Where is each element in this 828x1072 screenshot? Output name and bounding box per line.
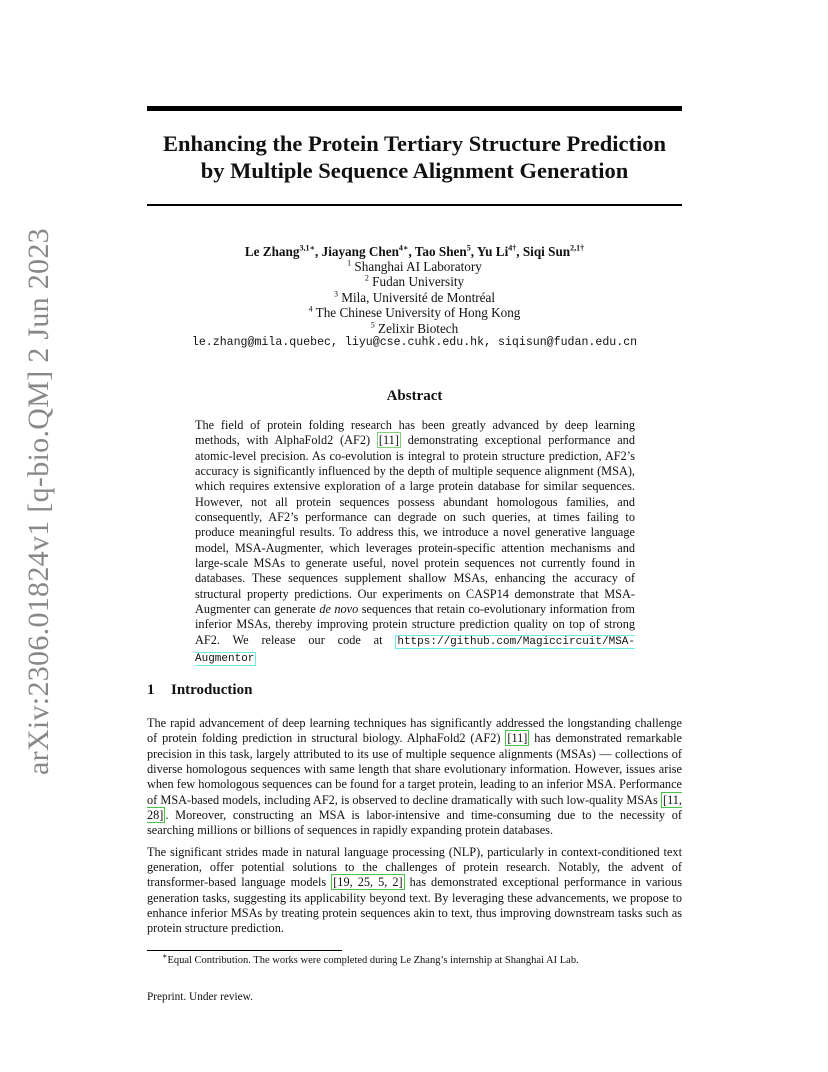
title-rule-bottom xyxy=(147,204,682,206)
affiliation-name: Mila, Université de Montréal xyxy=(341,289,496,305)
affiliation xyxy=(147,321,682,336)
author-name: Siqi Sun xyxy=(522,244,571,259)
section-heading xyxy=(147,682,252,699)
intro-paragraph-2 xyxy=(147,845,682,937)
title-line-1: Enhancing the Protein Tertiary Structure Prediction xyxy=(162,131,667,156)
section-title: Introduction xyxy=(171,682,253,698)
author-list: Le Zhang$^{3,1∗}$, Jiayang Chen$^{4∗}$, Tao Shen$^5$, Yu $Li^{4\dagger}$, Siqi Sun$^{2,1\dagger}$ xyxy=(244,243,585,259)
author-name: Tao Shen xyxy=(414,244,467,259)
author-name: Yu Li xyxy=(476,244,509,259)
affiliation-number: 1 xyxy=(347,258,352,268)
author-affil: 4∗ xyxy=(398,243,409,253)
paragraph-text: has demonstrated exceptional performance in various generation tasks, suggesting its applicability beyond text. By leveraging these advancements, we propose to enhance inferior MSAs by treating protein sequences akin to text, thus improving downstream tasks such as protein structure prediction. xyxy=(147,875,682,936)
abstract-text: demonstrating exceptional performance and atomic-level precision. As co-evolution is integral to protein structure prediction, AF2’s accuracy is significantly influenced by the depth of multiple sequence alignment (MSA), which requires extensive exploration of a large protein database for similar sequences. However, not all protein sequences possess abundant homologous families, and consequently, AF2’s performance can degrade on such queries, at times failing to produce meaningful results. To address this, we introduce a novel generative language model, MSA-Augmenter, which leverages protein-specific attention mechanisms and large-scale MSAs to generate useful, novel protein sequences not currently found in databases. These sequences supplement shallow MSAs, enhancing the accuracy of structural property predictions. Our experiments on CASP14 demonstrate that MSA-Augmenter can generate xyxy=(195,433,635,617)
code-url-link[interactable]: https://github.com/Magiccircuit/MSA-Augmentor xyxy=(195,635,635,666)
author-affil: 5 xyxy=(466,243,471,253)
affiliation-number: 4 xyxy=(308,304,313,314)
paragraph-text: The significant strides made in natural language processing (NLP), particularly in context-conditioned text generation, offer potential solutions to the challenges of protein research. Notably, the advent of transformer-based language models xyxy=(147,844,682,890)
affiliation xyxy=(147,259,682,274)
affiliation xyxy=(147,305,682,320)
preprint-note: Preprint. Under review. xyxy=(147,991,253,1003)
author-affil: 3,1∗ xyxy=(299,243,315,253)
affiliation-number: 2 xyxy=(364,274,369,284)
author-name: Le Zhang xyxy=(244,244,300,259)
intro-paragraph-1 xyxy=(147,716,682,839)
affiliation-name: Fudan University xyxy=(372,274,465,290)
affiliation-number: 3 xyxy=(333,289,338,299)
affiliation-name: Shanghai AI Laboratory xyxy=(354,259,482,274)
title-rule-top xyxy=(147,106,682,111)
footnote-mark: ∗ xyxy=(162,951,168,961)
footnote-text: Equal Contribution. The works were completed during Le Zhang’s internship at Shanghai AI Lab. xyxy=(167,955,579,966)
abstract-text: sequences that retain co-evolutionary information from inferior MSAs, thereby improving protein structure prediction quality on top of strong AF2. We release our code at xyxy=(195,602,635,647)
footnote-rule xyxy=(147,950,342,951)
citation-link[interactable]: [11, 28] xyxy=(147,792,682,823)
affiliation-name: The Chinese University of Hong Kong xyxy=(315,305,521,321)
paragraph-text: The rapid advancement of deep learning techniques has significantly addressed the longstanding challenge of protein folding prediction in structural biology. AlphaFold2 (AF2) xyxy=(147,716,682,746)
affiliation xyxy=(147,290,682,305)
author-affil: 4† xyxy=(508,243,517,253)
section-number: 1 xyxy=(147,682,155,698)
footnote xyxy=(162,951,579,966)
arxiv-stamp: arXiv:2306.01824v1 [q-bio.QM] 2 Jun 2023 xyxy=(22,228,55,775)
abstract-italic: de novo xyxy=(319,602,359,617)
author-affil: 2,1† xyxy=(570,243,585,253)
affiliation xyxy=(147,274,682,289)
paragraph-text: has demonstrated remarkable precision in this task, largely attributed to its use of multiple sequence alignments (MSAs) — collections of diverse homologous sequences with same length that share evolutionary information. However, issues arise when few homologous sequences can be found for a target protein, leading to an inferior MSA. Performance of MSA-based models, including AF2, is observed to decline dramatically with such low-quality MSAs xyxy=(147,731,682,807)
abstract-body xyxy=(195,418,635,668)
abstract-text: The field of protein folding research has been greatly advanced by deep learning methods, with AlphaFold2 (AF2) xyxy=(195,418,635,448)
affiliation-number: 5 xyxy=(370,320,375,330)
abstract-heading: Abstract xyxy=(386,388,443,404)
citation-link[interactable]: [11] xyxy=(507,731,528,746)
author-name: Jiayang Chen xyxy=(321,244,399,259)
title-line-2: by Multiple Sequence Alignment Generation xyxy=(200,158,629,183)
author-emails: le.zhang@mila.quebec, liyu@cse.cuhk.edu.hk, siqisun@fudan.edu.cn xyxy=(191,336,638,349)
affiliations xyxy=(147,259,682,336)
citation-link[interactable]: [11] xyxy=(378,433,399,448)
paragraph-text: . Moreover, constructing an MSA is labor-intensive and time-consuming due to the necessity of searching millions or billions of sequences in rapidly expanding protein databases. xyxy=(147,808,682,838)
paper-title xyxy=(147,130,682,184)
intro-body xyxy=(147,716,682,943)
affiliation-name: Zelixir Biotech xyxy=(378,320,459,336)
citation-link[interactable]: [19, 25, 5, 2] xyxy=(333,875,403,890)
